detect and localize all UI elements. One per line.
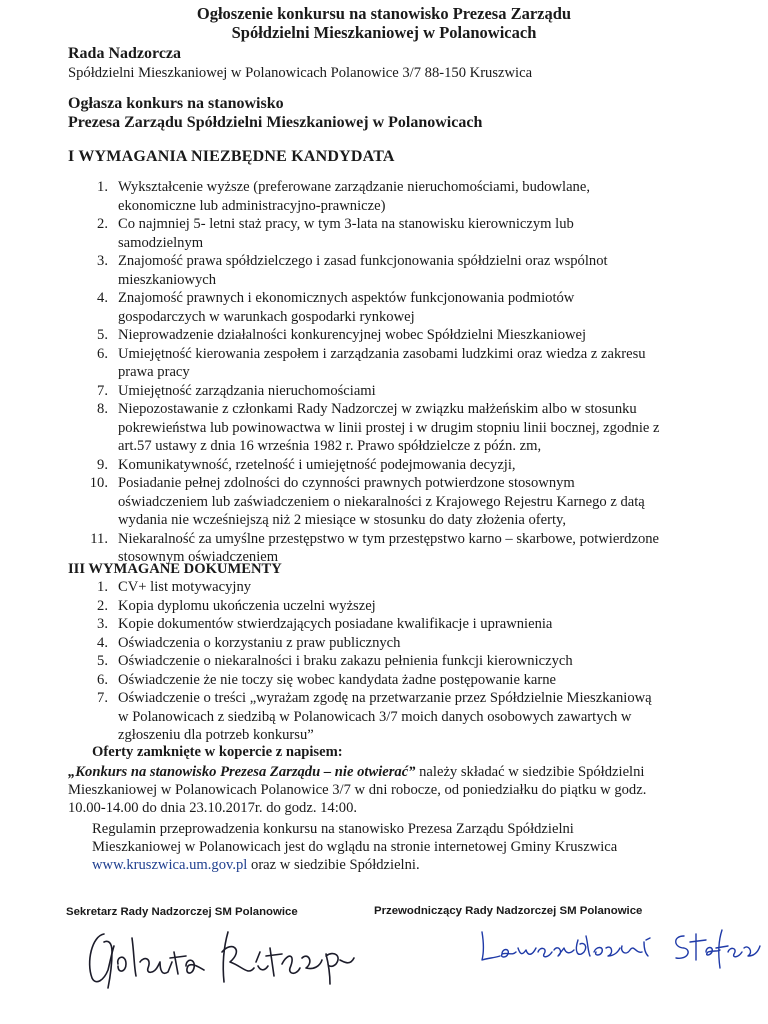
document-item-number: 4.	[97, 634, 108, 651]
offers-line1	[68, 763, 644, 781]
requirement-item	[80, 400, 720, 456]
requirement-item-text	[118, 456, 720, 475]
requirement-item-line: ekonomiczne lub administracyjno-prawnicze)	[118, 197, 386, 214]
requirement-item-line: Znajomość prawa spółdzielczego i zasad funkcjonowania spółdzielni oraz wspólnot	[118, 253, 608, 269]
requirement-item-line: Co najmniej 5- letni staż pracy, w tym 3-lata na stanowisku kierowniczym lub	[118, 216, 574, 232]
document-item-text	[118, 652, 720, 671]
document-item-text	[118, 578, 720, 597]
document-item-number: 6.	[97, 671, 108, 688]
requirement-item	[80, 326, 720, 345]
requirement-item-text	[118, 178, 720, 215]
offers-line2: Mieszkaniowej w Polanowicach Polanowice 3/7 w dni robocze, od poniedziałku do piątku w godz.	[68, 782, 647, 798]
document-item-text	[118, 671, 720, 690]
requirement-item	[80, 456, 720, 475]
requirement-item-number: 11.	[90, 530, 108, 547]
document-item	[80, 652, 720, 671]
requirement-item-line: prawa pracy	[118, 364, 190, 380]
requirement-item-line: art.57 ustawy z dnia 16 września 1982 r. Prawo spółdzielcze z późn. zm,	[118, 438, 542, 454]
requirement-item-line: mieszkaniowych	[118, 271, 217, 288]
requirement-item-text	[118, 474, 720, 530]
document-item-line: w Polanowicach z siedzibą w Polanowicach 3/7 moich danych osobowych zawartych w	[118, 708, 632, 725]
requirement-item-line: Niekaralność za umyślne przestępstwo w tym przestępstwo karno – skarbowe, potwierdzone	[118, 530, 660, 547]
document-item-number: 1.	[97, 579, 108, 595]
requirement-item	[80, 252, 720, 289]
requirement-item-text	[118, 215, 720, 252]
requirement-item-line: oświadczeniem lub zaświadczeniem o niekaralności z Krajowego Rejestru Karnego z datą	[118, 493, 645, 510]
requirement-item-text	[118, 289, 720, 326]
kruszwica-website-link[interactable]: www.kruszwica.um.gov.pl	[92, 857, 248, 873]
requirement-item	[80, 345, 720, 382]
requirement-item-line: Umiejętność zarządzania nieruchomościami	[118, 382, 376, 399]
requirements-list	[80, 178, 720, 567]
offers-line1-rest: należy składać w siedzibie Spółdzielni	[415, 764, 645, 780]
requirement-item-line: Umiejętność kierowania zespołem i zarządzania zasobami ludzkimi oraz wiedza z zakresu	[118, 345, 646, 362]
requirement-item-line: pokrewieństwa lub powinowactwa w linii prostej i w drugim stopniu linii bocznej, zgodnie z	[118, 419, 660, 436]
requirement-item-line: Niepozostawanie z członkami Rady Nadzorczej w związku małżeńskim albo w stosunku	[118, 401, 637, 417]
requirement-item-line: Posiadanie pełnej zdolności do czynności prawnych potwierdzone stosownym	[118, 475, 575, 491]
requirement-item-line: samodzielnym	[118, 234, 204, 251]
document-item-line: Oświadczenia o korzystaniu z praw publicznych	[118, 634, 401, 651]
requirement-item	[80, 474, 720, 530]
requirement-item	[80, 382, 720, 401]
requirement-item-number: 7.	[97, 382, 108, 399]
document-item-text	[118, 597, 720, 616]
requirement-item	[80, 178, 720, 215]
regulations-line3	[92, 856, 420, 874]
requirement-item	[80, 289, 720, 326]
document-item-line: Oświadczenie o niekaralności i braku zakazu pełnienia funkcji kierowniczych	[118, 653, 573, 669]
document-item-text	[118, 615, 720, 634]
document-item	[80, 689, 720, 745]
document-item	[80, 578, 720, 597]
requirement-item-number: 4.	[97, 290, 108, 306]
requirement-item-line: gospodarczych w warunkach gospodarki rynkowej	[118, 308, 415, 325]
requirement-item-number: 10.	[89, 475, 108, 491]
regulations-line2: Mieszkaniowej w Polanowicach jest do wglądu na stronie internetowej Gminy Kruszwica	[92, 839, 618, 855]
requirement-item-text	[118, 382, 720, 401]
document-item	[80, 597, 720, 616]
requirement-item-text	[118, 252, 720, 289]
requirement-item-text	[118, 400, 720, 456]
secretary-handwritten-signature	[82, 922, 372, 992]
requirement-item-number: 8.	[97, 401, 108, 417]
document-item	[80, 634, 720, 653]
document-item-line: zgłoszeniu dla potrzeb konkursu”	[118, 727, 314, 743]
documents-list	[80, 578, 720, 745]
requirement-item-line: Nieprowadzenie działalności konkurencyjnej wobec Spółdzielni Mieszkaniowej	[118, 327, 587, 343]
document-item-text	[118, 634, 720, 653]
requirement-item-number: 5.	[97, 327, 108, 343]
requirement-item-number: 9.	[97, 456, 108, 473]
document-item-line: Kopie dokumentów stwierdzających posiadane kwalifikacje i uprawnienia	[118, 616, 553, 632]
chairman-handwritten-signature	[474, 922, 764, 972]
regulations-line3-rest: oraz w siedzibie Spółdzielni.	[247, 857, 420, 873]
requirement-item-line: Komunikatywność, rzetelność i umiejętność podejmowania decyzji,	[118, 456, 516, 473]
document-item-line: Oświadczenie o treści „wyrażam zgodę na przetwarzanie przez Spółdzielnie Mieszkaniową	[118, 690, 652, 706]
document-item-text	[118, 689, 720, 745]
board-name: Rada Nadzorcza	[68, 45, 182, 62]
offers-line3: 10.00-14.00 do dnia 23.10.2017r. do godz. 14:00.	[68, 800, 358, 816]
requirement-item-text	[118, 326, 720, 345]
document-title-line1: Ogłoszenie konkursu na stanowisko Prezesa Zarządu	[196, 4, 572, 23]
document-item-number: 3.	[97, 616, 108, 632]
requirement-item-number: 3.	[97, 253, 108, 269]
requirement-item-number: 2.	[97, 216, 108, 232]
document-item	[80, 615, 720, 634]
requirement-item	[80, 215, 720, 252]
requirement-item-line: wydania nie wcześniejszą niż 2 miesiące w stosunku do daty złożenia oferty,	[118, 512, 567, 528]
regulations-line1: Regulamin przeprowadzenia konkursu na stanowisko Prezesa Zarządu Spółdzielni	[92, 821, 574, 837]
envelope-inscription: „Konkurs na stanowisko Prezesa Zarządu – nie otwierać”	[68, 764, 416, 780]
document-item-line: Oświadczenie że nie toczy się wobec kandydata żadne postępowanie karne	[118, 671, 557, 688]
document-title-line2: Spółdzielni Mieszkaniowej w Polanowicach	[231, 23, 537, 42]
secretary-signature-label: Sekretarz Rady Nadzorczej SM Polanowice	[66, 906, 298, 918]
requirement-item-number: 1.	[97, 179, 108, 195]
board-address: Spółdzielni Mieszkaniowej w Polanowicach Polanowice 3/7 88-150 Kruszwica	[68, 65, 533, 81]
requirement-item-text	[118, 345, 720, 382]
announcement-line1: Ogłasza konkurs na stanowisko	[68, 95, 284, 112]
document-item	[80, 671, 720, 690]
requirement-item-line: stosownym oświadczeniem	[118, 549, 279, 565]
offers-heading: Oferty zamknięte w kopercie z napisem:	[92, 744, 343, 760]
requirement-item-line: Wykształcenie wyższe (preferowane zarządzanie nieruchomościami, budowlane,	[118, 179, 590, 195]
announcement-line2: Prezesa Zarządu Spółdzielni Mieszkaniowej w Polanowicach	[68, 114, 483, 131]
chairman-signature-label: Przewodniczący Rady Nadzorczej SM Polanowice	[374, 905, 643, 917]
document-item-number: 5.	[97, 653, 108, 669]
section-requirements-heading: I WYMAGANIA NIEZBĘDNE KANDYDATA	[68, 148, 395, 165]
section-documents-heading: III WYMAGANE DOKUMENTY	[68, 561, 282, 577]
requirement-item-line: Znajomość prawnych i ekonomicznych aspektów funkcjonowania podmiotów	[118, 290, 575, 306]
document-item-line: Kopia dyplomu ukończenia uczelni wyższej	[118, 597, 376, 614]
requirement-item-number: 6.	[97, 345, 108, 362]
document-item-number: 7.	[97, 690, 108, 706]
document-item-number: 2.	[97, 597, 108, 614]
document-item-line: CV+ list motywacyjny	[118, 579, 252, 595]
